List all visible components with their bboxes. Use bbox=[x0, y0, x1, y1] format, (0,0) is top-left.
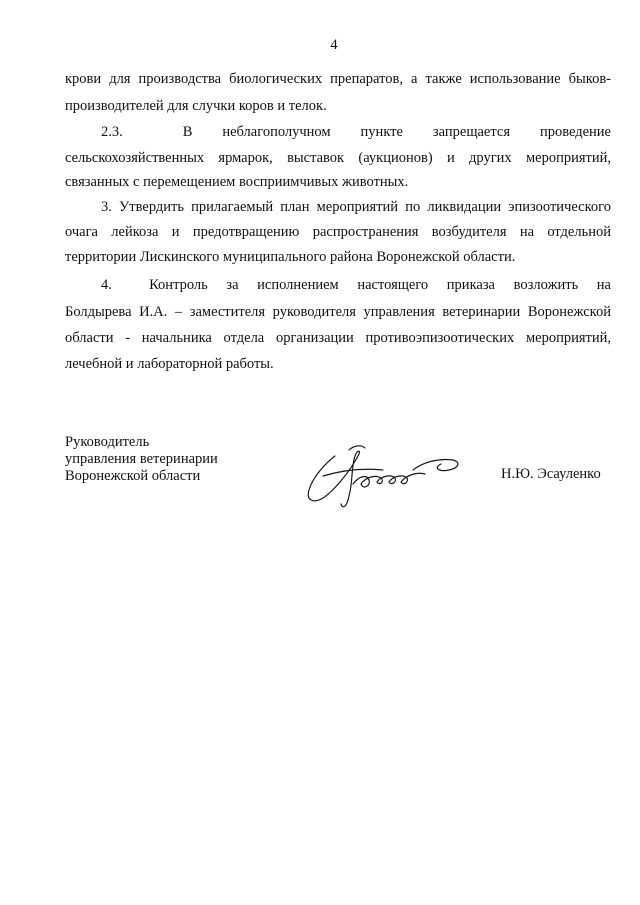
signatory-title bbox=[65, 434, 218, 485]
signatory-title-line-1: Руководитель bbox=[65, 434, 150, 450]
text-line-12: лечебной и лабораторной работы. bbox=[65, 356, 274, 372]
signatory-title-line-2: управления ветеринарии bbox=[65, 451, 218, 467]
handwritten-signature bbox=[303, 440, 473, 520]
text-line-3: 2.3. В неблагополучном пункте запрещается проведение bbox=[101, 124, 611, 140]
text-line-8: территории Лискинского муниципального района Воронежской области. bbox=[65, 249, 516, 265]
text-line-7: очага лейкоза и предотвращению распространения возбудителя на отдельной bbox=[65, 224, 611, 240]
text-line-4: сельскохозяйственных ярмарок, выставок (аукционов) и других мероприятий, bbox=[65, 150, 611, 166]
text-line-2: производителей для случки коров и телок. bbox=[65, 98, 327, 114]
text-line-10: Болдырева И.А. – заместителя руководителя управления ветеринарии Воронежской bbox=[65, 304, 611, 320]
text-line-5: связанных с перемещением восприимчивых животных. bbox=[65, 174, 409, 190]
text-line-6: 3. Утвердить прилагаемый план мероприятий по ликвидации эпизоотического bbox=[101, 199, 611, 215]
signatory-title-line-3: Воронежской области bbox=[65, 468, 201, 484]
text-line-11: области - начальника отдела организации противоэпизоотических мероприятий, bbox=[65, 330, 611, 346]
signatory-name: Н.Ю. Эсауленко bbox=[501, 466, 601, 482]
text-line-1: крови для производства биологических препаратов, а также использование быков- bbox=[65, 71, 611, 87]
page-number: 4 bbox=[330, 37, 338, 53]
text-line-9: 4. Контроль за исполнением настоящего приказа возложить на bbox=[101, 277, 611, 293]
